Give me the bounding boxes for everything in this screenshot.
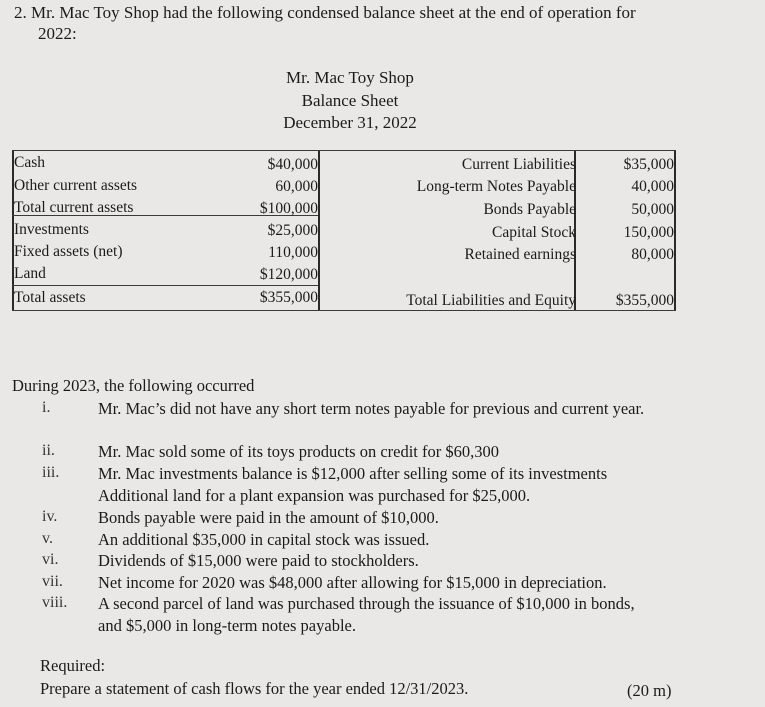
item-text: Additional land for a plant expansion was purchased for $25,000.: [98, 486, 531, 505]
liability-label: Bonds Payable: [483, 201, 576, 218]
item-text: and $5,000 in long-term notes payable.: [98, 616, 356, 635]
liability-amount: $35,000: [623, 156, 674, 173]
asset-amount: 110,000: [268, 244, 318, 261]
item-text: Mr. Mac’s did not have any short term notes payable for previous and current year.: [98, 399, 645, 418]
item-number: vii.: [42, 573, 63, 590]
item-text: Dividends of $15,000 were paid to stockholders.: [98, 551, 419, 570]
table-border-top: [12, 150, 676, 151]
item-number: viii.: [42, 594, 68, 611]
table-border-right: [674, 150, 676, 310]
item-number: iii.: [42, 464, 60, 481]
item-text: Bonds payable were paid in the amount of $10,000.: [98, 508, 439, 527]
asset-label: Fixed assets (net): [14, 243, 123, 260]
asset-amount: $100,000: [259, 200, 318, 217]
item-text: An additional $35,000 in capital stock was issued.: [98, 530, 430, 549]
asset-label: Cash: [14, 154, 45, 171]
item-number: iv.: [42, 508, 58, 525]
equity-amount: 150,000: [623, 224, 674, 241]
item-text: Mr. Mac sold some of its toys products on credit for $60,300: [98, 442, 499, 461]
balance-sheet-table: [12, 150, 676, 310]
table-divider-left: [318, 150, 320, 310]
asset-label: Total current assets: [14, 199, 134, 216]
item-number: v.: [42, 530, 53, 547]
marks-label: (20 m): [627, 681, 672, 700]
asset-label: Land: [14, 265, 46, 282]
table-border-bottom: [12, 310, 676, 311]
item-text: Mr. Mac investments balance is $12,000 after selling some of its investments: [98, 464, 608, 483]
total-liabilities-equity-amount: $355,000: [615, 292, 674, 309]
equity-label: Capital Stock: [492, 224, 576, 241]
liability-label: Current Liabilities: [461, 156, 576, 173]
equity-label: Retained earnings: [464, 246, 576, 263]
question-text-cont: 2022:: [38, 24, 77, 43]
total-assets-label: Total assets: [14, 289, 86, 306]
asset-amount: $25,000: [267, 222, 318, 239]
asset-label: Investments: [14, 221, 89, 238]
item-text: Net income for 2020 was $48,000 after allowing for $15,000 in depreciation.: [98, 573, 607, 592]
asset-amount: 60,000: [275, 178, 318, 195]
question-text: 2. Mr. Mac Toy Shop had the following condensed balance sheet at the end of operation for: [14, 3, 636, 22]
liability-amount: 50,000: [631, 201, 674, 218]
statement-title: Balance Sheet: [301, 91, 399, 110]
asset-amount: $120,000: [259, 266, 318, 283]
statement-date: December 31, 2022: [283, 113, 417, 132]
liability-amount: 40,000: [631, 178, 674, 195]
total-assets-amount: $355,000: [259, 289, 318, 306]
item-number: ii.: [42, 442, 55, 459]
required-text: Prepare a statement of cash flows for the year ended 12/31/2023.: [40, 679, 469, 698]
during-heading: During 2023, the following occurred: [12, 376, 255, 395]
asset-label: Other current assets: [14, 177, 138, 194]
item-text: A second parcel of land was purchased through the issuance of $10,000 in bonds,: [98, 594, 635, 613]
asset-amount: $40,000: [267, 156, 318, 173]
required-label: Required:: [40, 656, 106, 675]
equity-amount: 80,000: [631, 246, 674, 263]
liability-label: Long-term Notes Payable: [416, 178, 576, 195]
row-rule: [12, 285, 318, 286]
item-number: vi.: [42, 551, 59, 568]
company-name: Mr. Mac Toy Shop: [286, 68, 414, 87]
total-liabilities-equity-label: Total Liabilities and Equity: [406, 292, 576, 309]
item-number: i.: [42, 399, 51, 416]
